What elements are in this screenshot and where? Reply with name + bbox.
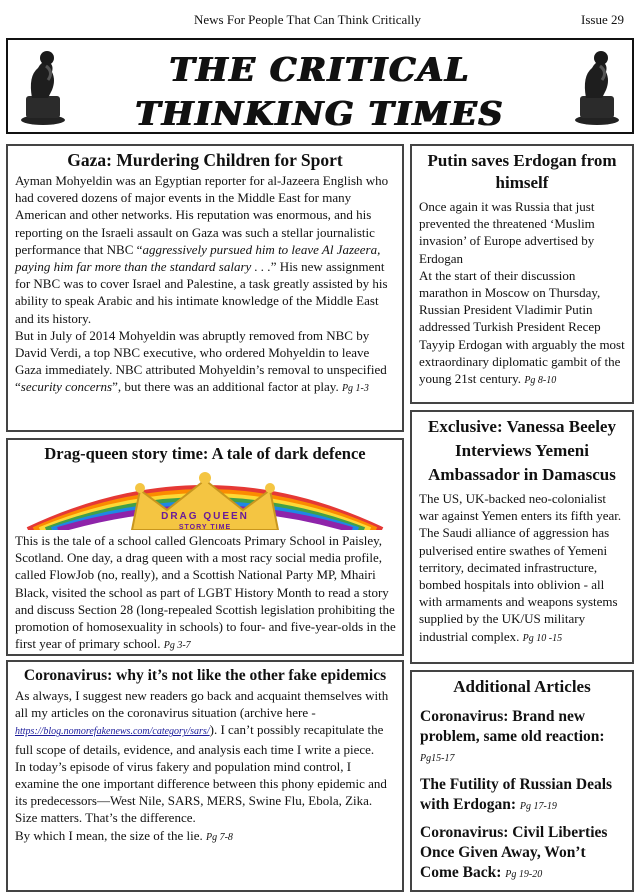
issue-number: Issue 29 <box>581 12 624 27</box>
article-body: The US, UK-backed neo-colonialist war against Yemen enters its fifth year. The Saudi alliance of aggression has pulverised entire swathes of Yemeni territory, decimated infrastructure, bombed hospitals into oblivion - all with armaments and weapons systems supplied by the UK/US military industrial complex. Pg 10 -15 <box>419 491 622 644</box>
page-reference: Pg15-17 <box>420 753 455 764</box>
article-putin[interactable] <box>410 144 634 404</box>
tagline: News For People That Can Think Critically <box>194 12 421 27</box>
page-reference: Pg 19-20 <box>505 869 543 880</box>
article-heading[interactable]: Exclusive: Vanessa Beeley Interviews Yemeni Ambassador in Damascus <box>428 417 616 484</box>
article-body: Once again it was Russia that just prevented the threatened ‘Muslim invasion’ of Europe advertised by Erdogan At the start of their discussion marathon in Moscow on Thursday, Russian President Vladimir Putin addressed Turkish President Recep Tayyip Erdogan with arguably the most extraordinary diplomatic gambit of the young 21st century. Pg 8-10 <box>419 199 625 387</box>
page-reference: Pg 7-8 <box>205 831 233 843</box>
thinker-statue-icon <box>572 46 622 126</box>
banner-title: DRAG QUEEN <box>161 511 249 522</box>
article-body: Ayman Mohyeldin was an Egyptian reporter for al-Jazeera English who had covered dozens of major events in the Middle East for many American and other networks. His reputation was enormous, and his reporting on the Israeli assault on Gaza was such a stellar journalistic performance that NBC “aggressively pursued him to leave Al Jazeera, paying him far more than the standard salary . . .” His new assignment for NBC was to cover Israel and Palestine, a task greatly assisted by his ability to speak Arabic and his intimate knowledge of the Middle East and its history. But in July of 2014 Mohyeldin was abruptly removed from NBC by David Verdi, a top NBC executive, who ordered Mohyeldin to leave Gaza immediately. NBC attributed Mohyeldin’s removal to unspecified “security concerns”, but there was an additional factor at play. Pg 1-3 <box>15 173 389 395</box>
article-gaza[interactable] <box>6 144 404 432</box>
page-reference: Pg 10 -15 <box>522 632 563 644</box>
page-reference: Pg 3-7 <box>163 640 191 652</box>
article-heading[interactable]: Gaza: Murdering Children for Sport <box>67 150 343 170</box>
article-body: As always, I suggest new readers go back and acquaint themselves with all my articles on the coronavirus situation (archive here - https://blog.nomorefakenews.com/category/sars/). I can’t possibly recapitulate the full scope of details, evidence, and analysis each time I write a piece. In today’s episode of virus fakery and population mind control, I examine the one important difference between this phony epidemic and its predecessors—West Nile, SARS, MERS, Swine Flu, Ebola, Zika. Size matters. That’s the difference. By which I mean, the size of the lie. Pg 7-8 <box>15 688 389 843</box>
article-drag-queen[interactable] <box>6 438 404 656</box>
article-heading[interactable]: Drag-queen story time: A tale of dark defence <box>44 444 366 463</box>
page-reference: Pg 17-19 <box>519 801 557 812</box>
archive-link[interactable]: https://blog.nomorefakenews.com/category/sars/ <box>15 726 210 738</box>
article-beeley[interactable] <box>410 410 634 664</box>
additional-article-link[interactable]: The Futility of Russian Deals with Erdogan: Pg 17-19 <box>420 776 613 813</box>
page-reference: Pg 8-10 <box>524 375 557 387</box>
article-heading[interactable]: Putin saves Erdogan from himself <box>427 151 617 192</box>
masthead <box>6 38 634 134</box>
page-reference: Pg 1-3 <box>341 383 369 395</box>
article-heading[interactable]: Coronavirus: why it’s not like the other fake epidemics <box>23 667 387 684</box>
drag-queen-banner-image <box>22 466 388 530</box>
banner-subtitle: STORY TIME <box>178 524 232 530</box>
article-coronavirus[interactable] <box>6 660 404 892</box>
article-body: This is the tale of a school called Glencoats Primary School in Paisley, Scotland. One day, a drag queen with a most racy social media profile, called FlowJob (no, really), and a Scottish National Party MP, Mhairi Black, visited the school as part of LGBT History Month to read a story and discuss Section 28 (long-repealed Scottish legislation prohibiting the promotion of homosexuality in schools) to four- and five-year-olds in the first year of primary school. Pg 3-7 <box>15 533 396 652</box>
section-heading: Additional Articles <box>453 677 591 696</box>
additional-articles <box>410 670 634 892</box>
thinker-statue-icon <box>18 46 68 126</box>
additional-article-link[interactable]: Coronavirus: Civil Liberties Once Given Away, Won’t Come Back: Pg 19-20 <box>420 824 608 881</box>
additional-article-link[interactable]: Coronavirus: Brand new problem, same old reaction: Pg15-17 <box>420 708 605 764</box>
masthead-title: THE CRITICAL THINKING TIMES <box>135 50 505 133</box>
